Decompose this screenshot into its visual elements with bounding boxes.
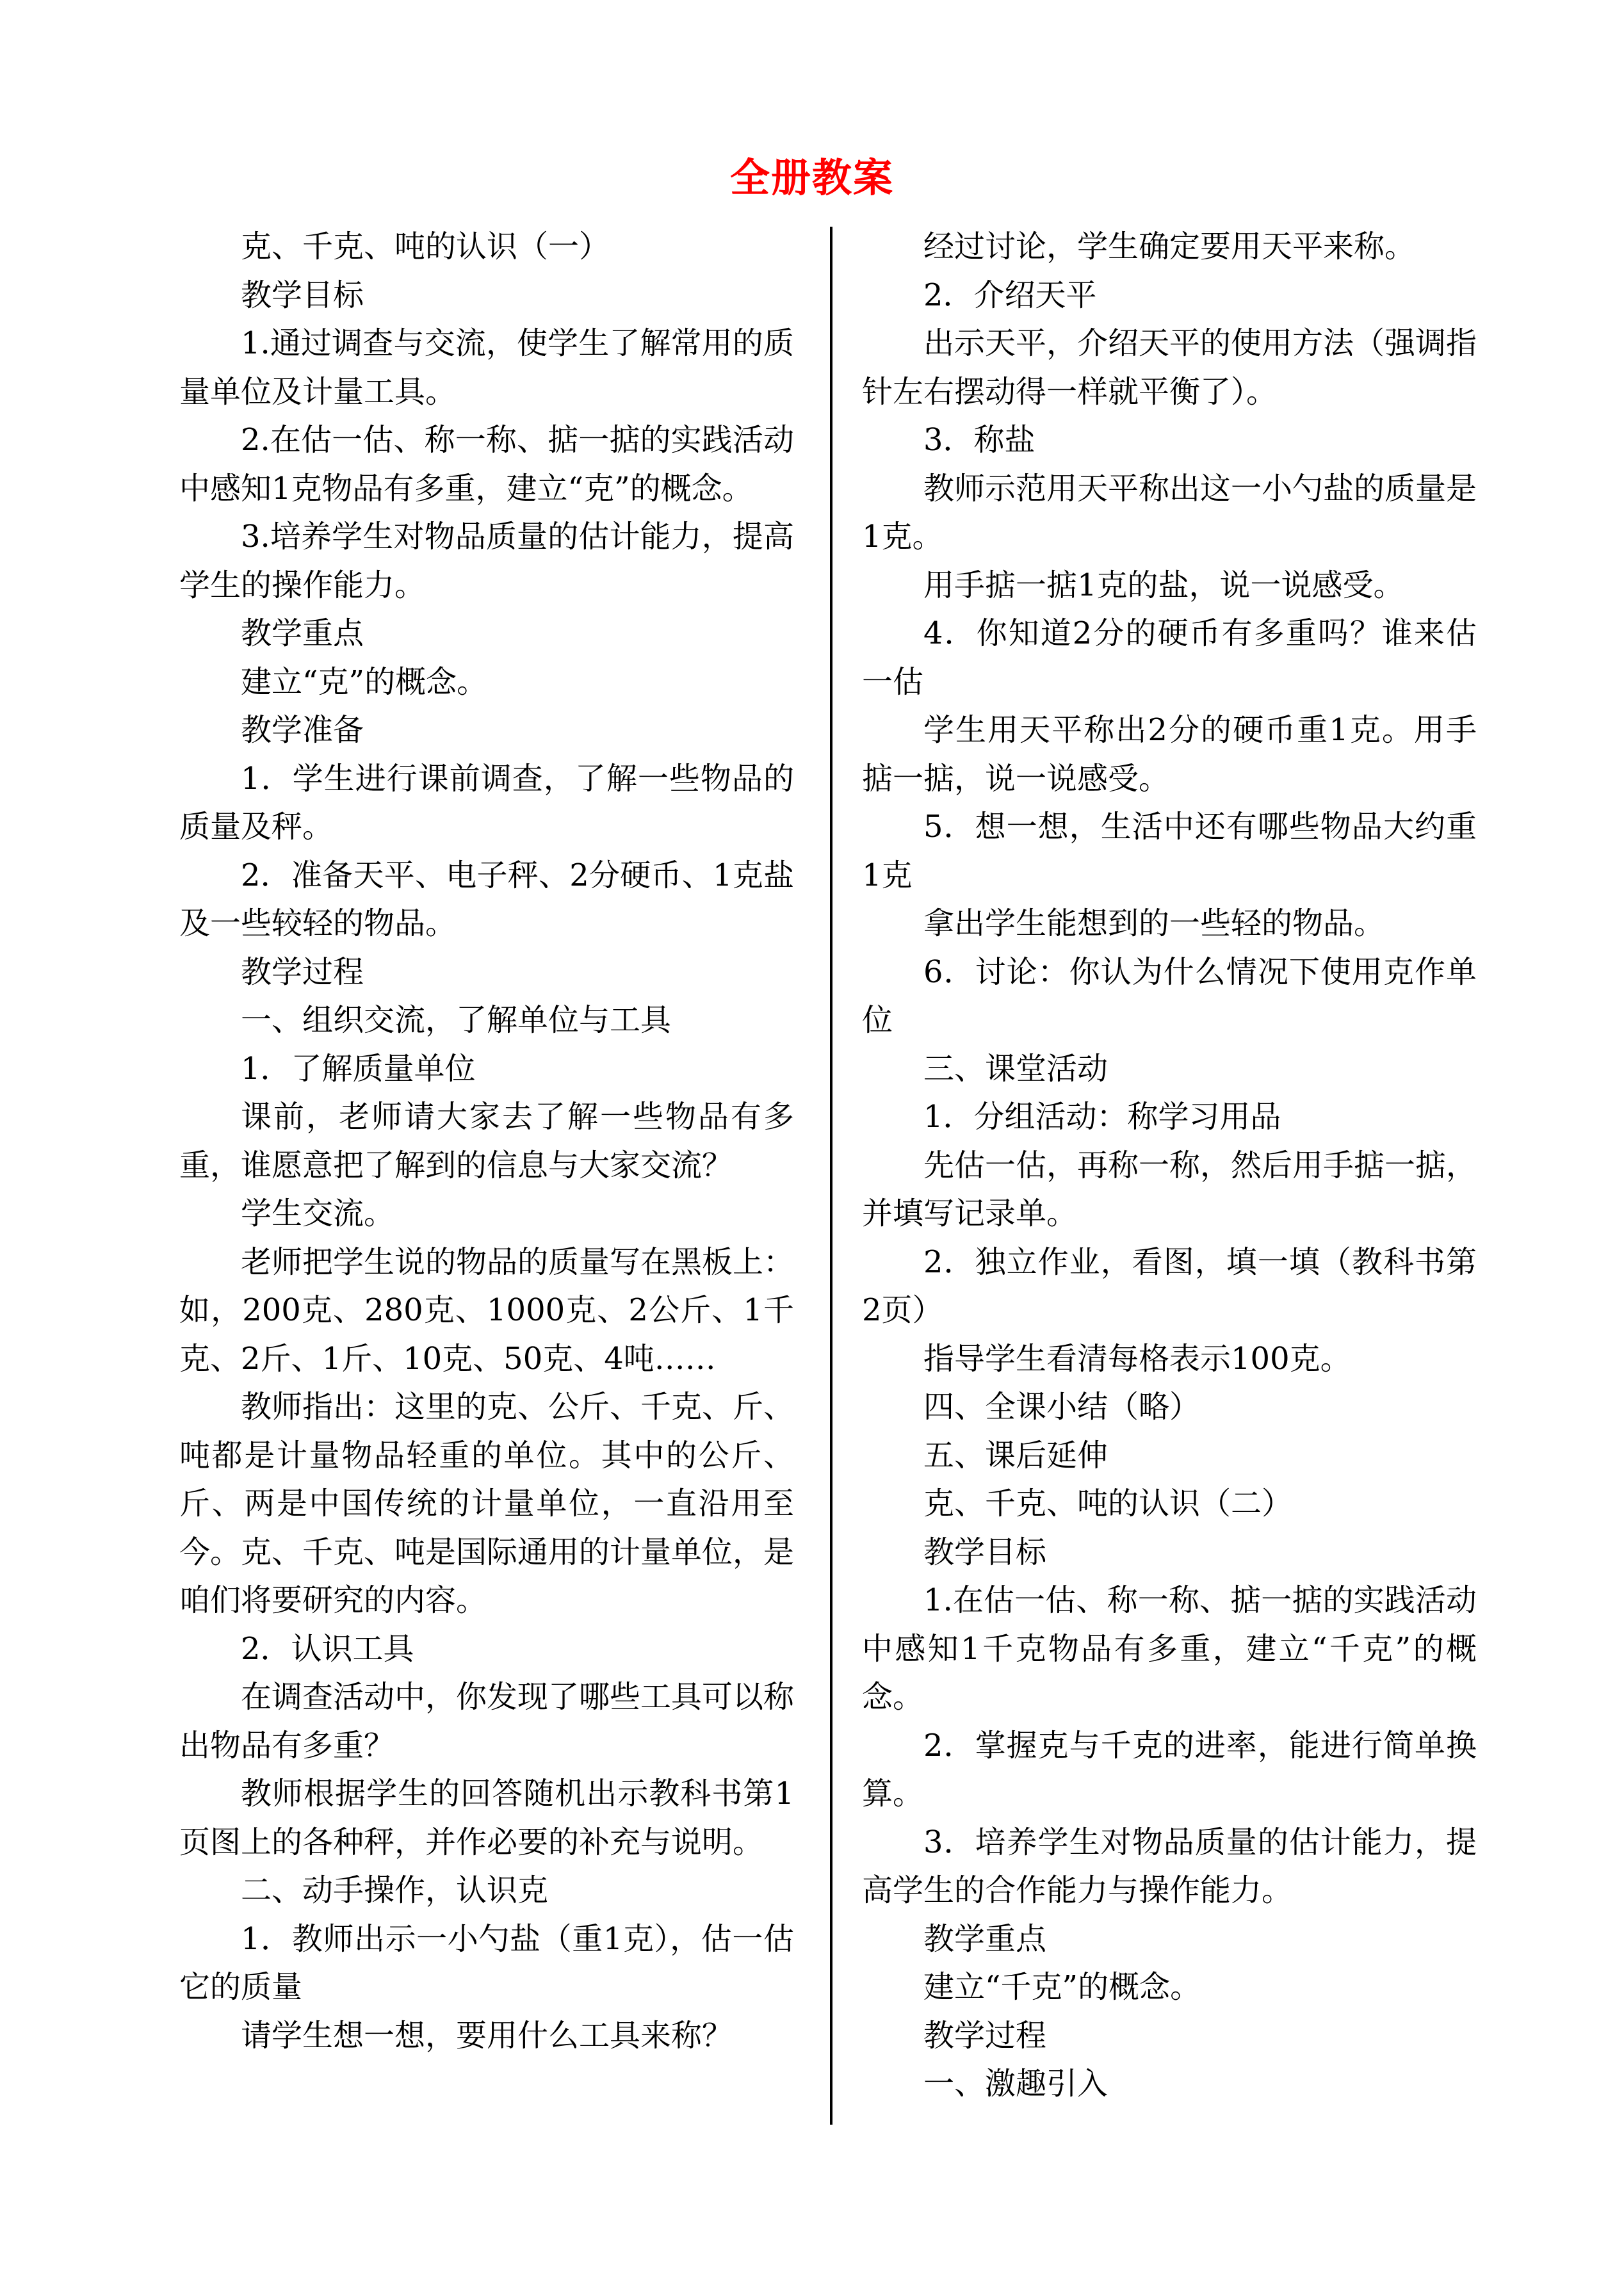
paragraph: 教师指出：这里的克、公斤、千克、斤、吨都是计量物品轻重的单位。其中的公斤、斤、两是中国传统的计量单位，一直沿用至今。克、千克、吨是国际通用的计量单位，是咱们将要研究的内容。 (179, 1389, 795, 1618)
paragraph: 教学过程 (241, 953, 364, 990)
paragraph: 1．教师出示一小勺盐（重1克），估一估它的质量 (179, 1920, 794, 2005)
paragraph: 拿出学生能想到的一些轻的物品。 (923, 905, 1385, 941)
paragraph: 四、全课小结（略） (923, 1389, 1201, 1425)
paragraph: 2．介绍天平 (923, 277, 1097, 313)
paragraph: 用手掂一掂1克的盐，说一说感受。 (923, 567, 1404, 603)
paragraph: 3.培养学生对物品质量的估计能力，提高学生的操作能力。 (179, 519, 794, 603)
paragraph: 请学生想一想，要用什么工具来称？ (241, 2017, 733, 2054)
paragraph: 先估一估，再称一称，然后用手掂一掂，并填写记录单。 (862, 1147, 1477, 1231)
paragraph: 老师把学生说的物品的质量写在黑板上：如，200克、280克、1000克、2公斤、1千克、2斤、1斤、10克、50克、4吨…… (179, 1244, 795, 1377)
paragraph: 2．独立作业，看图，填一填（教科书第2页） (862, 1244, 1477, 1328)
paragraph: 1．了解质量单位 (241, 1050, 476, 1087)
paragraph: 教学重点 (923, 1920, 1047, 1957)
paragraph: 1．学生进行课前调查，了解一些物品的质量及秤。 (179, 760, 794, 845)
paragraph: 6．讨论：你认为什么情况下使用克作单位 (862, 953, 1477, 1038)
paragraph: 指导学生看清每格表示100克。 (923, 1340, 1351, 1377)
paragraph: 克、千克、吨的认识（二） (923, 1486, 1293, 1521)
paragraph: 二、动手操作，认识克 (241, 1872, 549, 1908)
paragraph: 课前，老师请大家去了解一些物品有多重，谁愿意把了解到的信息与大家交流？ (179, 1099, 794, 1183)
paragraph: 一、激趣引入 (923, 2066, 1108, 2102)
paragraph: 教学目标 (923, 1534, 1047, 1570)
paragraph: 教学准备 (241, 712, 364, 748)
paragraph: 克、千克、吨的认识（一） (241, 229, 610, 264)
paragraph: 2．认识工具 (241, 1630, 414, 1667)
paragraph: 教师根据学生的回答随机出示教科书第1页图上的各种秤，并作必要的补充与说明。 (179, 1776, 794, 1860)
paragraph: 1.通过调查与交流，使学生了解常用的质量单位及计量工具。 (179, 325, 794, 410)
paragraph: 教师示范用天平称出这一小勺盐的质量是1克。 (862, 470, 1477, 555)
paragraph: 经过讨论，学生确定要用天平来称。 (923, 229, 1416, 264)
paragraph: 教学目标 (241, 277, 364, 313)
page-title: 全册教案 (729, 154, 894, 201)
paragraph: 三、课堂活动 (923, 1050, 1108, 1087)
paragraph: 学生用天平称出2分的硬币重1克。用手掂一掂，说一说感受。 (862, 712, 1477, 797)
paragraph: 3．培养学生对物品质量的估计能力，提高学生的合作能力与操作能力。 (862, 1824, 1477, 1908)
paragraph: 1．分组活动：称学习用品 (923, 1099, 1281, 1135)
paragraph: 教学过程 (923, 2017, 1047, 2054)
left-column (179, 223, 794, 2060)
paragraph: 一、组织交流，了解单位与工具 (241, 1002, 672, 1038)
paragraph: 5．想一想，生活中还有哪些物品大约重1克 (862, 809, 1477, 893)
column-divider (830, 227, 832, 2125)
paragraph: 2．准备天平、电子秤、2分硬币、1克盐及一些较轻的物品。 (179, 857, 794, 941)
paragraph: 1.在估一估、称一称、掂一掂的实践活动中感知1千克物品有多重，建立“千克”的概念。 (862, 1582, 1477, 1715)
paragraph: 教学重点 (241, 615, 364, 651)
paragraph: 建立“千克”的概念。 (923, 1969, 1201, 2005)
paragraph: 2．掌握克与千克的进率，能进行简单换算。 (862, 1727, 1477, 1812)
paragraph: 在调查活动中，你发现了哪些工具可以称出物品有多重？ (179, 1679, 795, 1764)
paragraph: 出示天平，介绍天平的使用方法（强调指针左右摆动得一样就平衡了）。 (862, 325, 1477, 410)
paragraph: 3．称盐 (923, 422, 1035, 458)
paragraph: 2.在估一估、称一称、掂一掂的实践活动中感知1克物品有多重，建立“克”的概念。 (179, 422, 794, 507)
paragraph: 五、课后延伸 (923, 1437, 1108, 1473)
paragraph: 建立“克”的概念。 (241, 663, 488, 700)
right-column (862, 223, 1477, 2109)
paragraph: 4．你知道2分的硬币有多重吗？谁来估一估 (862, 615, 1477, 700)
paragraph: 学生交流。 (241, 1196, 395, 1231)
